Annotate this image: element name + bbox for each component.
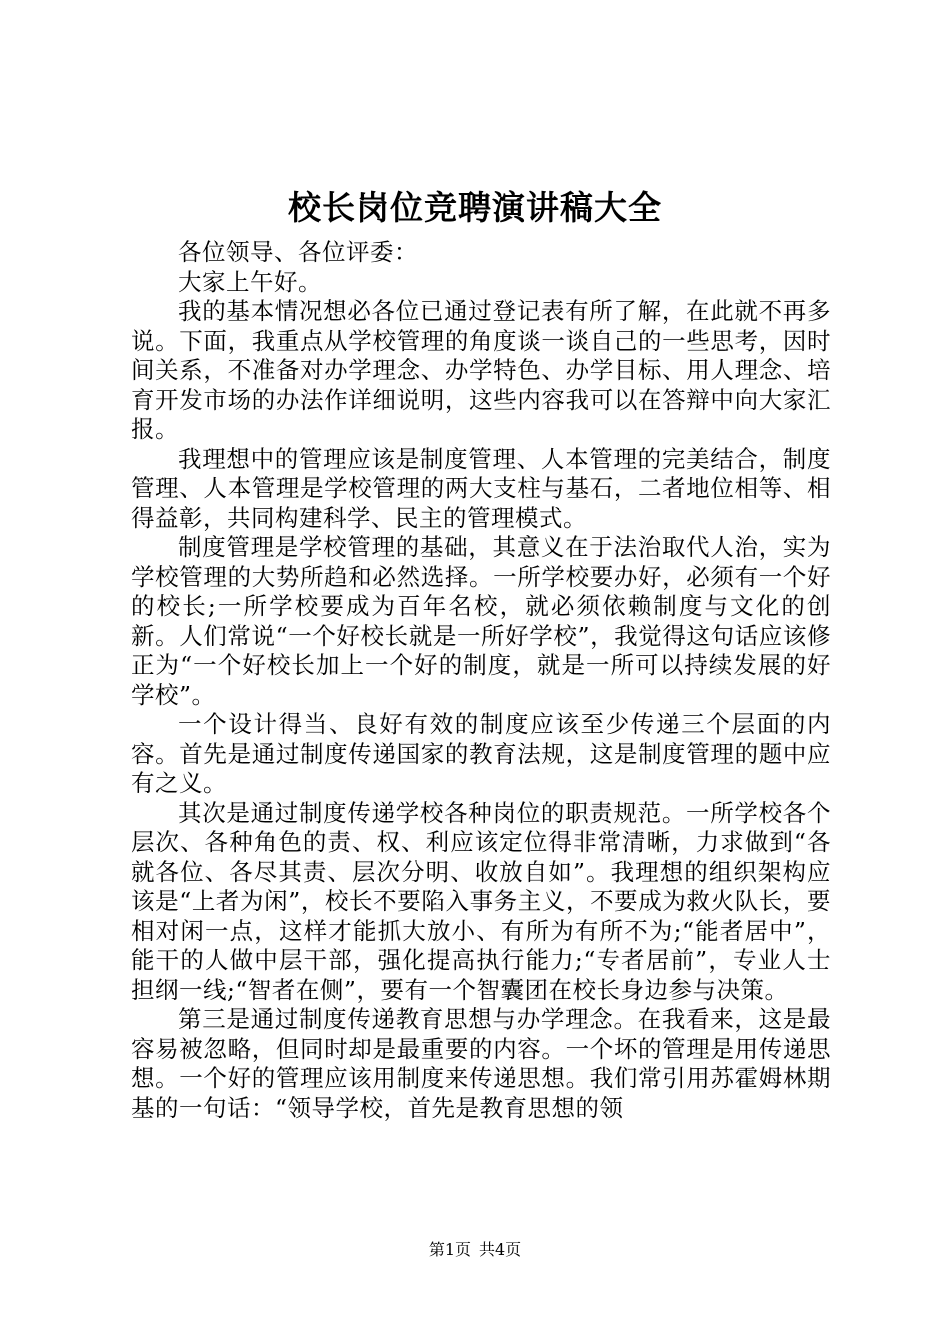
body-paragraph: 一个设计得当、良好有效的制度应该至少传递三个层面的内容。首先是通过制度传递国家的教育法规，这是制度管理的题中应有之义。: [131, 710, 831, 797]
body-paragraph: 其次是通过制度传递学校各种岗位的职责规范。一所学校各个层次、各种角色的责、权、利应该定位得非常清晰，力求做到“各就各位、各尽其责、层次分明、收放自如”。我理想的组织架构应该是“上者为闲”，校长不要陷入事务主义，不要成为救火队长，要相对闲一点，这样才能抓大放小、有所为有所不为;“能者居中”，能干的人做中层干部，强化提高执行能力;“专者居前”，专业人士担纲一线;“智者在侧”，要有一个智囊团在校长身边参与决策。: [131, 798, 831, 1004]
page-footer: [0, 1240, 950, 1260]
body-paragraph: 我的基本情况想必各位已通过登记表有所了解，在此就不再多说。下面，我重点从学校管理的角度谈一谈自己的一些思考，因时间关系，不准备对办学理念、办学特色、办学目标、用人理念、培育开发市场的办法作详细说明，这些内容我可以在答辩中向大家汇报。: [131, 297, 831, 443]
body-paragraph: 制度管理是学校管理的基础，其意义在于法治取代人治，实为学校管理的大势所趋和必然选择。一所学校要办好，必须有一个好的校长;一所学校要成为百年名校，就必须依赖制度与文化的创新。人们常说“一个好校长就是一所好学校”，我觉得这句话应该修正为“一个好校长加上一个好的制度，就是一所可以持续发展的好学校”。: [131, 533, 831, 709]
greeting: 大家上午好。: [178, 267, 322, 296]
body-paragraph: 第三是通过制度传递教育思想与办学理念。在我看来，这是最容易被忽略，但同时却是最重要的内容。一个坏的管理是用传递思想。一个好的管理应该用制度来传递思想。我们常引用苏霍姆林期基的一句话：“领导学校，首先是教育思想的领: [131, 1005, 831, 1122]
salutation: 各位领导、各位评委：: [178, 238, 418, 266]
body-paragraph: 我理想中的管理应该是制度管理、人本管理的完美结合，制度管理、人本管理是学校管理的两大支柱与基石，二者地位相等、相得益彰，共同构建科学、民主的管理模式。: [131, 444, 831, 532]
document-title: 校长岗位竞聘演讲稿大全: [288, 188, 662, 227]
page-total: 共4页: [479, 1240, 522, 1259]
document-body: [131, 238, 831, 1123]
page-number: 第1页: [428, 1240, 471, 1259]
